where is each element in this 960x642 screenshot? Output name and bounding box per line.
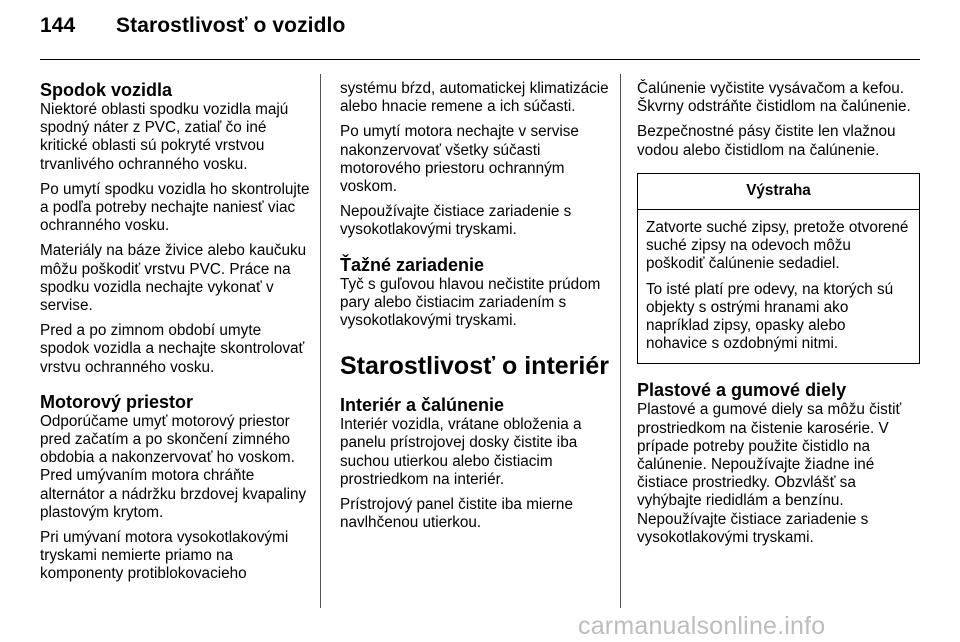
paragraph: Tyč s guľovou hlavou nečistite prúdom pary alebo čistiacim zariadením s vysokotlakovými tryskami. bbox=[340, 275, 601, 330]
paragraph: Prístrojový panel čistite iba mierne navlhčenou utierkou. bbox=[340, 496, 573, 532]
paragraph: Plastové a gumové diely sa môžu čistiť prostriedkom na čistenie karosérie. V prípade potreby použite čistidlo na čalúnenie. Nepoužívajte žiadne iné čistiace prostriedky. Obzvlášť sa vyhýbajte riedidlám a benzínu. Nepoužívajte čistiace zariadenie s vysokotlakovými tryskami. bbox=[637, 401, 902, 546]
header-rule bbox=[40, 59, 920, 60]
heading-underbody: Spodok vozidla bbox=[40, 80, 173, 100]
page-header bbox=[40, 14, 345, 38]
heading-interior: Interiér a čalúnenie bbox=[340, 395, 505, 416]
paragraph: Niektoré oblasti spodku vozidla majú spodný náter z PVC, zatiaľ čo iné kritické oblasti sú pokryté vrstvou trvanlivého ochranného vosku. bbox=[40, 101, 289, 173]
warning-body bbox=[638, 210, 919, 363]
heading-plastic-rubber: Plastové a gumové diely bbox=[637, 380, 847, 401]
paragraph: Zatvorte suché zipsy, pretože otvorené suché zipsy na odevoch môžu poškodiť čalúnenie sedadiel. bbox=[646, 219, 909, 273]
paragraph: systému bŕzd, automatickej klimatizácie alebo hnacie remene a ich súčasti. bbox=[340, 80, 609, 116]
paragraph: Bezpečnostné pásy čistite len vlažnou vodou alebo čistidlom na čalúnenie. bbox=[637, 123, 896, 159]
column-2 bbox=[340, 80, 612, 539]
heading-engine-compartment: Motorový priestor bbox=[40, 391, 194, 412]
page-number: 144 bbox=[40, 14, 76, 37]
column-3 bbox=[637, 80, 920, 554]
column-divider-2 bbox=[620, 74, 621, 608]
paragraph: Po umytí spodku vozidla ho skontrolujte a podľa potreby nechajte naniesť viac ochranného vosku. bbox=[40, 180, 310, 235]
paragraph: Odporúčame umyť motorový priestor pred začatím a po skončení zimného obdobia a nakonzervovať ho voskom. Pred umývaním motora chráňte alternátor a nádržku brzdovej kvapaliny plastovým krytom. bbox=[40, 412, 307, 521]
paragraph: Interiér vozidla, vrátane obloženia a panelu prístrojovej dosky čistite iba suchou utierkou alebo čistiacim prostriedkom na interiér. bbox=[340, 416, 582, 488]
paragraph: To isté platí pre odevy, na ktorých sú objekty s ostrými hranami ako napríklad zipsy, opasky alebo nohavice s ozdobnými nitmi. bbox=[646, 280, 894, 353]
watermark: carmanualsonline.info bbox=[578, 612, 826, 640]
column-divider-1 bbox=[320, 74, 321, 608]
paragraph: Nepoužívajte čistiace zariadenie s vysokotlakovými tryskami. bbox=[340, 203, 572, 239]
heading-interior-care: Starostlivosť o interiér bbox=[340, 352, 609, 381]
paragraph: Po umytí motora nechajte v servise nakonzervovať všetky súčasti motorového priestoru ochranným voskom. bbox=[340, 123, 579, 196]
warning-box bbox=[637, 173, 920, 365]
paragraph: Čalúnenie vyčistite vysávačom a kefou. Škvrny odstráňte čistidlom na čalúnenie. bbox=[637, 80, 911, 116]
warning-title: Výstraha bbox=[638, 174, 919, 210]
page-title: Starostlivosť o vozidlo bbox=[116, 14, 346, 37]
paragraph: Pri umývaní motora vysokotlakovými tryskami nemierte priamo na komponenty protiblokovacieho bbox=[40, 529, 289, 583]
paragraph: Pred a po zimnom období umyte spodok vozidla a nechajte skontrolovať vrstvu ochranného vosku. bbox=[40, 322, 305, 376]
paragraph: Materiály na báze živice alebo kaučuku môžu poškodiť vrstvu PVC. Práce na spodku vozidla nechajte vykonať v servise. bbox=[40, 242, 307, 315]
heading-towing: Ťažné zariadenie bbox=[340, 254, 485, 275]
column-1 bbox=[40, 80, 310, 591]
